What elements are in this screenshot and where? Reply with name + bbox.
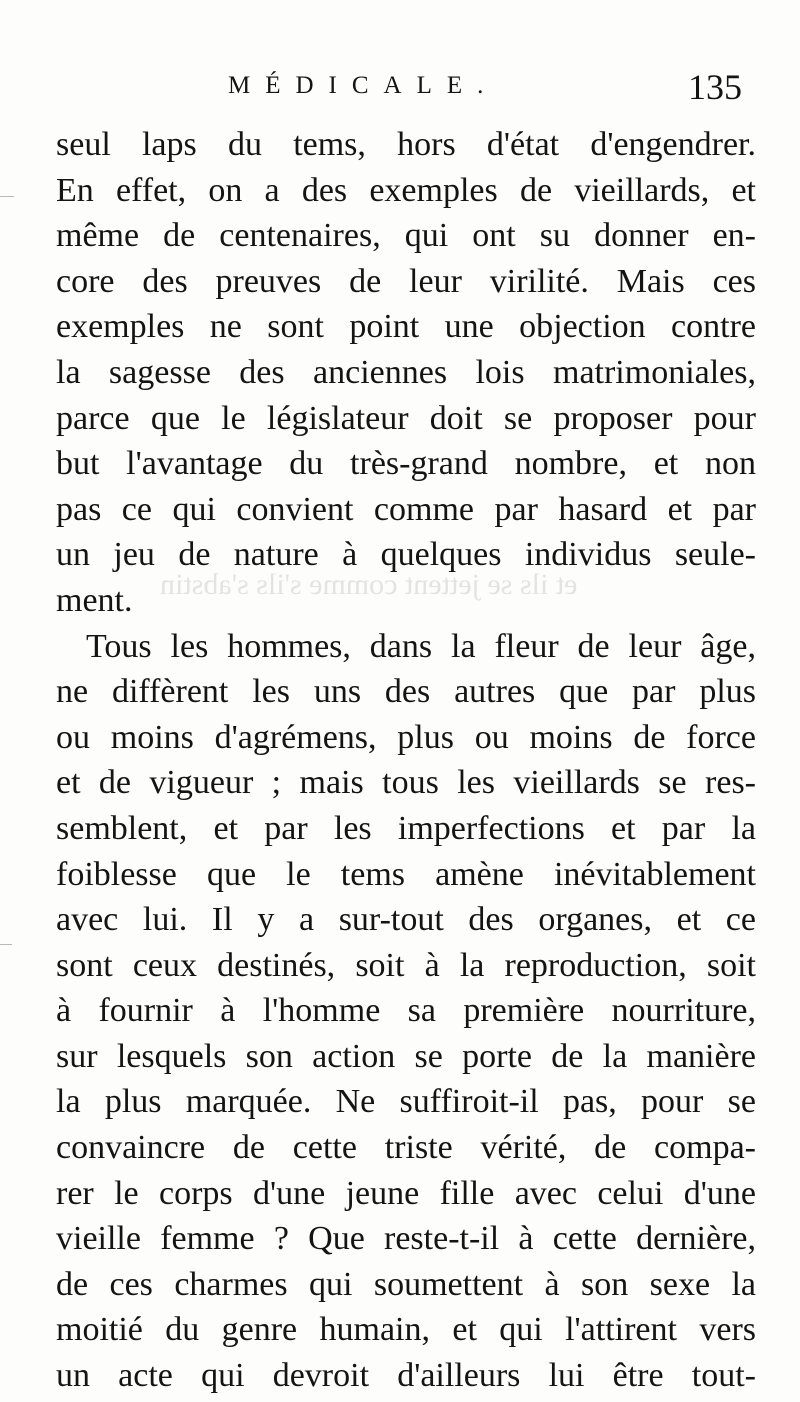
body-text bbox=[56, 122, 756, 1399]
text-line: pas ce qui convient comme par hasard et par bbox=[56, 490, 756, 528]
text-line: un jeu de nature à quelques individus seule- bbox=[56, 536, 756, 574]
margin-tick bbox=[0, 196, 14, 197]
text-line: exemples ne sont point une objection contre bbox=[56, 308, 756, 346]
page-number: 135 bbox=[688, 67, 742, 107]
text-line: semblent, et par les imperfections et par la bbox=[56, 809, 756, 847]
text-line: la sagesse des anciennes lois matrimoniales, bbox=[56, 353, 756, 391]
text-line: ou moins d'agrémens, plus ou moins de force bbox=[56, 718, 756, 756]
text-line: core des preuves de leur virilité. Mais ces bbox=[56, 262, 756, 300]
text-line: seul laps du tems, hors d'état d'engendrer. bbox=[56, 126, 756, 163]
text-line: moitié du genre humain, et qui l'attirent vers bbox=[56, 1311, 756, 1349]
running-head bbox=[0, 66, 800, 110]
text-line: ne diffèrent les uns des autres que par plus bbox=[56, 673, 756, 711]
text-line: vieille femme ? Que reste-t-il à cette dernière, bbox=[56, 1220, 756, 1258]
text-line: foiblesse que le tems amène inévitablement bbox=[56, 855, 756, 893]
text-line: avec lui. Il y a sur-tout des organes, et ce bbox=[56, 901, 756, 939]
text-line: même de centenaires, qui ont su donner en- bbox=[56, 217, 756, 255]
running-title: MÉDICALE. bbox=[228, 72, 499, 99]
text-line: un acte qui devroit d'ailleurs lui être tout- bbox=[56, 1357, 756, 1395]
text-line: de ces charmes qui soumettent à son sexe la bbox=[56, 1265, 756, 1303]
text-line: sont ceux destinés, soit à la reproduction, soit bbox=[56, 946, 756, 984]
text-line: la plus marquée. Ne suffiroit-il pas, pour se bbox=[56, 1083, 756, 1121]
text-line: et de vigueur ; mais tous les vieillards se res- bbox=[56, 764, 756, 802]
paragraph-first-line: Tous les hommes, dans la fleur de leur âge, bbox=[86, 627, 756, 665]
text-line: rer le corps d'une jeune fille avec celui d'une bbox=[56, 1174, 756, 1212]
text-line: à fournir à l'homme sa première nourriture, bbox=[56, 992, 756, 1030]
text-line: sur lesquels son action se porte de la manière bbox=[56, 1037, 756, 1075]
text-line: but l'avantage du très-grand nombre, et non bbox=[56, 445, 756, 483]
text-line: En effet, on a des exemples de vieillards, et bbox=[56, 171, 756, 209]
margin-tick bbox=[0, 944, 12, 945]
text-line: convaincre de cette triste vérité, de compa- bbox=[56, 1129, 756, 1167]
paragraph-end-line: ment. bbox=[56, 581, 133, 619]
text-line: parce que le législateur doit se proposer pour bbox=[56, 399, 756, 437]
bleed-through-text: et ils se jettent comme s'ils s'abstin bbox=[160, 568, 578, 601]
